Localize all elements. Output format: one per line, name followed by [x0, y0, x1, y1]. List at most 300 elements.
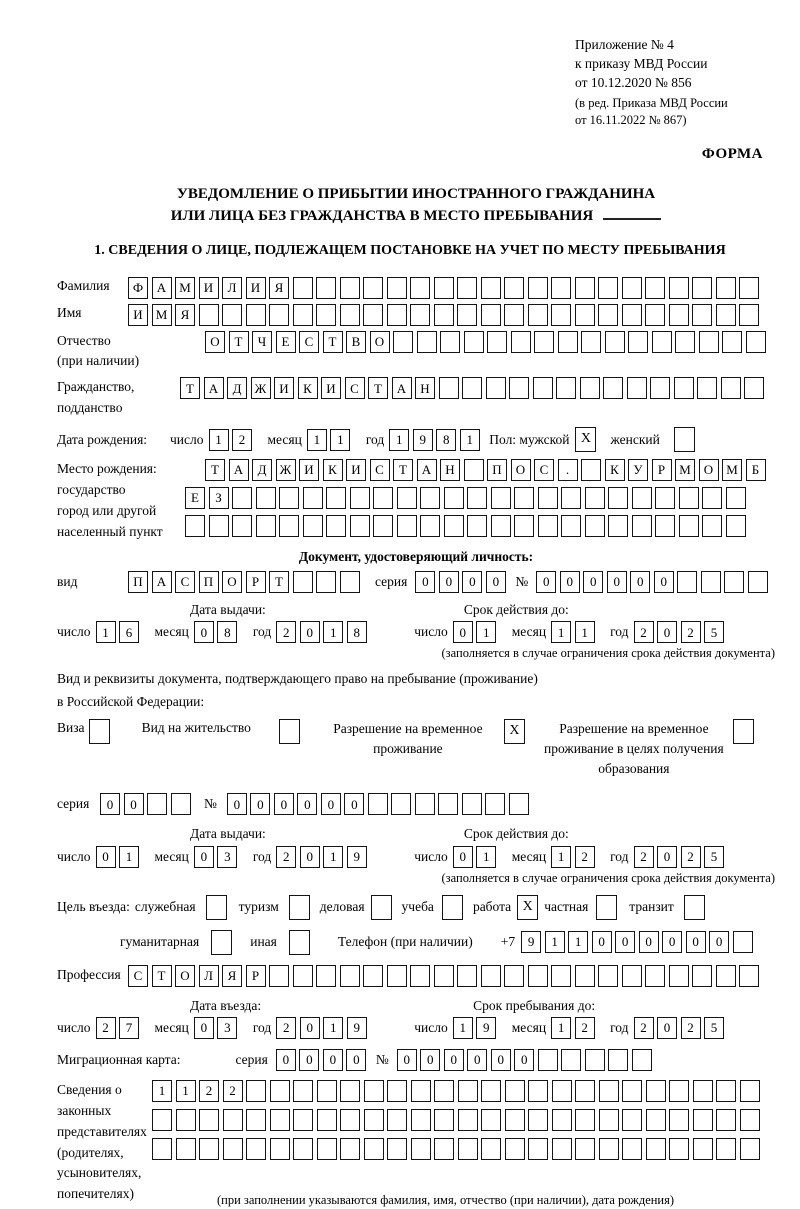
char-cell[interactable]: 1: [152, 1080, 172, 1102]
char-cell[interactable]: [534, 331, 554, 353]
char-cell[interactable]: [693, 1109, 713, 1131]
char-cell[interactable]: 0: [657, 1017, 677, 1039]
char-cell[interactable]: Т: [152, 965, 172, 987]
char-cell[interactable]: У: [628, 459, 648, 481]
char-cell[interactable]: 0: [709, 931, 729, 953]
char-cell[interactable]: [716, 965, 736, 987]
char-cell[interactable]: 0: [607, 571, 627, 593]
char-cell[interactable]: [363, 304, 383, 326]
char-cell[interactable]: [467, 487, 487, 509]
char-cell[interactable]: [415, 793, 435, 815]
char-cell[interactable]: [444, 487, 464, 509]
char-cell[interactable]: 1: [460, 429, 480, 451]
char-cell[interactable]: [716, 304, 736, 326]
purpose-business-checkbox[interactable]: [371, 895, 392, 920]
char-cell[interactable]: [256, 487, 276, 509]
char-cell[interactable]: [481, 1138, 501, 1160]
char-cell[interactable]: [701, 571, 721, 593]
char-cell[interactable]: 0: [630, 571, 650, 593]
char-cell[interactable]: 1: [551, 621, 571, 643]
char-cell[interactable]: Я: [269, 277, 289, 299]
char-cell[interactable]: 2: [575, 846, 595, 868]
char-cell[interactable]: 1: [119, 846, 139, 868]
char-cell[interactable]: 2: [575, 1017, 595, 1039]
char-cell[interactable]: 1: [453, 1017, 473, 1039]
char-cell[interactable]: [326, 487, 346, 509]
char-cell[interactable]: [176, 1109, 196, 1131]
char-cell[interactable]: Р: [246, 571, 266, 593]
char-cell[interactable]: [726, 487, 746, 509]
char-cell[interactable]: О: [370, 331, 390, 353]
char-cell[interactable]: [702, 487, 722, 509]
char-cell[interactable]: [223, 1109, 243, 1131]
char-cell[interactable]: [246, 1080, 266, 1102]
char-cell[interactable]: [599, 1109, 619, 1131]
char-cell[interactable]: Ж: [276, 459, 296, 481]
char-cell[interactable]: [598, 304, 618, 326]
char-cell[interactable]: [199, 304, 219, 326]
purpose-transit-checkbox[interactable]: [684, 895, 705, 920]
char-cell[interactable]: [677, 571, 697, 593]
char-cell[interactable]: [724, 571, 744, 593]
char-cell[interactable]: 0: [657, 621, 677, 643]
char-cell[interactable]: И: [346, 459, 366, 481]
char-cell[interactable]: Ж: [251, 377, 271, 399]
char-cell[interactable]: [679, 487, 699, 509]
char-cell[interactable]: 0: [344, 793, 364, 815]
char-cell[interactable]: 8: [347, 621, 367, 643]
char-cell[interactable]: И: [246, 277, 266, 299]
char-cell[interactable]: [556, 377, 576, 399]
char-cell[interactable]: Д: [252, 459, 272, 481]
char-cell[interactable]: 2: [276, 1017, 296, 1039]
char-cell[interactable]: [269, 304, 289, 326]
char-cell[interactable]: Я: [222, 965, 242, 987]
char-cell[interactable]: [552, 1138, 572, 1160]
char-cell[interactable]: [464, 331, 484, 353]
char-cell[interactable]: А: [392, 377, 412, 399]
char-cell[interactable]: [485, 793, 505, 815]
char-cell[interactable]: [603, 377, 623, 399]
char-cell[interactable]: [511, 331, 531, 353]
char-cell[interactable]: [303, 487, 323, 509]
char-cell[interactable]: А: [417, 459, 437, 481]
char-cell[interactable]: [464, 459, 484, 481]
char-cell[interactable]: [434, 304, 454, 326]
char-cell[interactable]: [420, 487, 440, 509]
char-cell[interactable]: 1: [307, 429, 327, 451]
char-cell[interactable]: [440, 331, 460, 353]
char-cell[interactable]: Т: [269, 571, 289, 593]
char-cell[interactable]: [317, 1138, 337, 1160]
char-cell[interactable]: Л: [199, 965, 219, 987]
purpose-other-checkbox[interactable]: [289, 930, 310, 955]
char-cell[interactable]: [722, 331, 742, 353]
char-cell[interactable]: 0: [639, 931, 659, 953]
char-cell[interactable]: [364, 1138, 384, 1160]
purpose-humanitarian-checkbox[interactable]: [211, 930, 232, 955]
char-cell[interactable]: [538, 1049, 558, 1071]
char-cell[interactable]: [608, 1049, 628, 1071]
char-cell[interactable]: [528, 1138, 548, 1160]
char-cell[interactable]: 0: [100, 793, 120, 815]
char-cell[interactable]: [340, 1080, 360, 1102]
char-cell[interactable]: [317, 1080, 337, 1102]
char-cell[interactable]: С: [345, 377, 365, 399]
char-cell[interactable]: [551, 277, 571, 299]
char-cell[interactable]: О: [205, 331, 225, 353]
char-cell[interactable]: [293, 571, 313, 593]
char-cell[interactable]: [605, 331, 625, 353]
char-cell[interactable]: [655, 515, 675, 537]
char-cell[interactable]: [316, 304, 336, 326]
char-cell[interactable]: [303, 515, 323, 537]
char-cell[interactable]: 0: [662, 931, 682, 953]
char-cell[interactable]: [669, 277, 689, 299]
char-cell[interactable]: [669, 1138, 689, 1160]
char-cell[interactable]: 1: [476, 621, 496, 643]
char-cell[interactable]: 0: [486, 571, 506, 593]
char-cell[interactable]: [585, 1049, 605, 1071]
char-cell[interactable]: [716, 1138, 736, 1160]
char-cell[interactable]: [246, 1109, 266, 1131]
char-cell[interactable]: П: [487, 459, 507, 481]
char-cell[interactable]: [222, 304, 242, 326]
char-cell[interactable]: 2: [634, 1017, 654, 1039]
char-cell[interactable]: 0: [439, 571, 459, 593]
purpose-work-checkbox[interactable]: X: [517, 895, 538, 920]
char-cell[interactable]: 2: [681, 621, 701, 643]
char-cell[interactable]: [397, 515, 417, 537]
char-cell[interactable]: [740, 1080, 760, 1102]
char-cell[interactable]: Р: [246, 965, 266, 987]
char-cell[interactable]: [692, 277, 712, 299]
char-cell[interactable]: [209, 515, 229, 537]
char-cell[interactable]: [387, 1138, 407, 1160]
char-cell[interactable]: [481, 1080, 501, 1102]
char-cell[interactable]: [669, 304, 689, 326]
char-cell[interactable]: [669, 965, 689, 987]
char-cell[interactable]: [293, 1080, 313, 1102]
char-cell[interactable]: [340, 304, 360, 326]
char-cell[interactable]: [505, 1109, 525, 1131]
char-cell[interactable]: [739, 304, 759, 326]
char-cell[interactable]: 0: [686, 931, 706, 953]
char-cell[interactable]: [387, 277, 407, 299]
char-cell[interactable]: 2: [223, 1080, 243, 1102]
char-cell[interactable]: 0: [514, 1049, 534, 1071]
char-cell[interactable]: 1: [176, 1080, 196, 1102]
char-cell[interactable]: [481, 304, 501, 326]
char-cell[interactable]: [269, 965, 289, 987]
char-cell[interactable]: [417, 331, 437, 353]
char-cell[interactable]: Е: [276, 331, 296, 353]
char-cell[interactable]: [575, 304, 595, 326]
char-cell[interactable]: С: [175, 571, 195, 593]
char-cell[interactable]: [645, 277, 665, 299]
char-cell[interactable]: 2: [276, 621, 296, 643]
char-cell[interactable]: [740, 1109, 760, 1131]
char-cell[interactable]: 8: [217, 621, 237, 643]
char-cell[interactable]: [462, 377, 482, 399]
char-cell[interactable]: [561, 487, 581, 509]
char-cell[interactable]: [152, 1138, 172, 1160]
char-cell[interactable]: О: [511, 459, 531, 481]
char-cell[interactable]: 5: [704, 846, 724, 868]
char-cell[interactable]: К: [605, 459, 625, 481]
char-cell[interactable]: [350, 515, 370, 537]
char-cell[interactable]: [293, 1109, 313, 1131]
char-cell[interactable]: [504, 965, 524, 987]
char-cell[interactable]: [561, 515, 581, 537]
char-cell[interactable]: 0: [300, 1017, 320, 1039]
char-cell[interactable]: П: [128, 571, 148, 593]
char-cell[interactable]: Н: [415, 377, 435, 399]
char-cell[interactable]: [152, 1109, 172, 1131]
char-cell[interactable]: [411, 1138, 431, 1160]
char-cell[interactable]: 0: [615, 931, 635, 953]
char-cell[interactable]: [391, 793, 411, 815]
char-cell[interactable]: [411, 1109, 431, 1131]
char-cell[interactable]: 1: [575, 621, 595, 643]
char-cell[interactable]: [716, 277, 736, 299]
char-cell[interactable]: 5: [704, 621, 724, 643]
char-cell[interactable]: К: [298, 377, 318, 399]
char-cell[interactable]: 1: [330, 429, 350, 451]
char-cell[interactable]: [444, 515, 464, 537]
char-cell[interactable]: [434, 277, 454, 299]
char-cell[interactable]: [293, 965, 313, 987]
char-cell[interactable]: .: [558, 459, 578, 481]
char-cell[interactable]: 0: [453, 621, 473, 643]
char-cell[interactable]: [434, 965, 454, 987]
char-cell[interactable]: [581, 459, 601, 481]
char-cell[interactable]: О: [222, 571, 242, 593]
char-cell[interactable]: Т: [393, 459, 413, 481]
char-cell[interactable]: [410, 304, 430, 326]
char-cell[interactable]: [650, 377, 670, 399]
sex-female-checkbox[interactable]: [674, 427, 695, 452]
char-cell[interactable]: [481, 965, 501, 987]
char-cell[interactable]: К: [323, 459, 343, 481]
char-cell[interactable]: [533, 377, 553, 399]
char-cell[interactable]: 0: [321, 793, 341, 815]
char-cell[interactable]: Т: [229, 331, 249, 353]
char-cell[interactable]: [598, 965, 618, 987]
char-cell[interactable]: [439, 377, 459, 399]
char-cell[interactable]: [171, 793, 191, 815]
char-cell[interactable]: [652, 331, 672, 353]
char-cell[interactable]: 0: [124, 793, 144, 815]
char-cell[interactable]: [387, 304, 407, 326]
char-cell[interactable]: [270, 1080, 290, 1102]
char-cell[interactable]: [491, 487, 511, 509]
char-cell[interactable]: 1: [476, 846, 496, 868]
char-cell[interactable]: [147, 793, 167, 815]
char-cell[interactable]: [733, 931, 753, 953]
char-cell[interactable]: [270, 1138, 290, 1160]
char-cell[interactable]: Б: [746, 459, 766, 481]
char-cell[interactable]: 1: [323, 1017, 343, 1039]
char-cell[interactable]: И: [128, 304, 148, 326]
char-cell[interactable]: [504, 304, 524, 326]
char-cell[interactable]: 1: [551, 846, 571, 868]
char-cell[interactable]: 0: [583, 571, 603, 593]
char-cell[interactable]: [702, 515, 722, 537]
char-cell[interactable]: 0: [467, 1049, 487, 1071]
char-cell[interactable]: [608, 515, 628, 537]
char-cell[interactable]: [434, 1080, 454, 1102]
char-cell[interactable]: В: [346, 331, 366, 353]
char-cell[interactable]: [669, 1080, 689, 1102]
char-cell[interactable]: [669, 1109, 689, 1131]
purpose-tourism-checkbox[interactable]: [289, 895, 310, 920]
char-cell[interactable]: [457, 277, 477, 299]
char-cell[interactable]: Ф: [128, 277, 148, 299]
char-cell[interactable]: [575, 1109, 595, 1131]
char-cell[interactable]: 0: [323, 1049, 343, 1071]
char-cell[interactable]: [558, 331, 578, 353]
char-cell[interactable]: 0: [462, 571, 482, 593]
char-cell[interactable]: [434, 1109, 454, 1131]
char-cell[interactable]: 0: [444, 1049, 464, 1071]
char-cell[interactable]: 3: [217, 1017, 237, 1039]
char-cell[interactable]: И: [274, 377, 294, 399]
char-cell[interactable]: [528, 277, 548, 299]
char-cell[interactable]: [575, 277, 595, 299]
char-cell[interactable]: [340, 1109, 360, 1131]
char-cell[interactable]: [270, 1109, 290, 1131]
char-cell[interactable]: [387, 1080, 407, 1102]
char-cell[interactable]: [293, 1138, 313, 1160]
char-cell[interactable]: [514, 487, 534, 509]
char-cell[interactable]: [393, 331, 413, 353]
char-cell[interactable]: И: [199, 277, 219, 299]
char-cell[interactable]: [552, 1109, 572, 1131]
char-cell[interactable]: [692, 965, 712, 987]
char-cell[interactable]: [316, 277, 336, 299]
char-cell[interactable]: 5: [704, 1017, 724, 1039]
char-cell[interactable]: [575, 1080, 595, 1102]
char-cell[interactable]: 0: [420, 1049, 440, 1071]
char-cell[interactable]: [364, 1109, 384, 1131]
char-cell[interactable]: 2: [96, 1017, 116, 1039]
char-cell[interactable]: [632, 487, 652, 509]
char-cell[interactable]: 1: [568, 931, 588, 953]
char-cell[interactable]: Я: [175, 304, 195, 326]
char-cell[interactable]: [692, 304, 712, 326]
char-cell[interactable]: [340, 571, 360, 593]
char-cell[interactable]: П: [199, 571, 219, 593]
char-cell[interactable]: [599, 1138, 619, 1160]
temp-residence-edu-checkbox[interactable]: [733, 719, 754, 744]
char-cell[interactable]: Е: [185, 487, 205, 509]
char-cell[interactable]: 0: [536, 571, 556, 593]
sex-male-checkbox[interactable]: X: [575, 427, 596, 452]
char-cell[interactable]: [505, 1080, 525, 1102]
char-cell[interactable]: [481, 277, 501, 299]
char-cell[interactable]: [585, 487, 605, 509]
visa-checkbox[interactable]: [89, 719, 110, 744]
char-cell[interactable]: [438, 793, 458, 815]
char-cell[interactable]: [340, 965, 360, 987]
char-cell[interactable]: [487, 331, 507, 353]
char-cell[interactable]: [199, 1138, 219, 1160]
char-cell[interactable]: 0: [560, 571, 580, 593]
char-cell[interactable]: [575, 965, 595, 987]
char-cell[interactable]: [509, 793, 529, 815]
char-cell[interactable]: [467, 515, 487, 537]
char-cell[interactable]: [679, 515, 699, 537]
char-cell[interactable]: [575, 1138, 595, 1160]
char-cell[interactable]: 1: [209, 429, 229, 451]
char-cell[interactable]: [608, 487, 628, 509]
char-cell[interactable]: [622, 304, 642, 326]
char-cell[interactable]: [622, 1138, 642, 1160]
char-cell[interactable]: Т: [180, 377, 200, 399]
char-cell[interactable]: [675, 331, 695, 353]
char-cell[interactable]: [585, 515, 605, 537]
char-cell[interactable]: 0: [194, 846, 214, 868]
char-cell[interactable]: 2: [681, 846, 701, 868]
char-cell[interactable]: [317, 1109, 337, 1131]
char-cell[interactable]: 0: [194, 621, 214, 643]
char-cell[interactable]: Р: [652, 459, 672, 481]
char-cell[interactable]: [528, 1080, 548, 1102]
char-cell[interactable]: [740, 1138, 760, 1160]
char-cell[interactable]: 0: [491, 1049, 511, 1071]
char-cell[interactable]: [340, 277, 360, 299]
char-cell[interactable]: [528, 1109, 548, 1131]
char-cell[interactable]: Н: [440, 459, 460, 481]
char-cell[interactable]: [646, 1138, 666, 1160]
char-cell[interactable]: [326, 515, 346, 537]
char-cell[interactable]: [246, 304, 266, 326]
char-cell[interactable]: А: [229, 459, 249, 481]
char-cell[interactable]: [632, 515, 652, 537]
char-cell[interactable]: А: [152, 277, 172, 299]
char-cell[interactable]: [232, 515, 252, 537]
char-cell[interactable]: 2: [634, 621, 654, 643]
residence-permit-checkbox[interactable]: [279, 719, 300, 744]
char-cell[interactable]: [363, 277, 383, 299]
char-cell[interactable]: 0: [297, 793, 317, 815]
char-cell[interactable]: [699, 331, 719, 353]
char-cell[interactable]: [458, 1138, 478, 1160]
char-cell[interactable]: [458, 1080, 478, 1102]
char-cell[interactable]: 0: [654, 571, 674, 593]
char-cell[interactable]: Л: [222, 277, 242, 299]
char-cell[interactable]: [420, 515, 440, 537]
char-cell[interactable]: 0: [227, 793, 247, 815]
char-cell[interactable]: [693, 1138, 713, 1160]
char-cell[interactable]: Т: [368, 377, 388, 399]
char-cell[interactable]: 1: [96, 621, 116, 643]
char-cell[interactable]: [350, 487, 370, 509]
char-cell[interactable]: [622, 965, 642, 987]
char-cell[interactable]: 2: [681, 1017, 701, 1039]
char-cell[interactable]: [514, 515, 534, 537]
char-cell[interactable]: [373, 515, 393, 537]
char-cell[interactable]: 9: [347, 846, 367, 868]
char-cell[interactable]: 9: [521, 931, 541, 953]
char-cell[interactable]: [726, 515, 746, 537]
char-cell[interactable]: [293, 304, 313, 326]
char-cell[interactable]: О: [699, 459, 719, 481]
char-cell[interactable]: 9: [347, 1017, 367, 1039]
char-cell[interactable]: 0: [453, 846, 473, 868]
char-cell[interactable]: [739, 277, 759, 299]
